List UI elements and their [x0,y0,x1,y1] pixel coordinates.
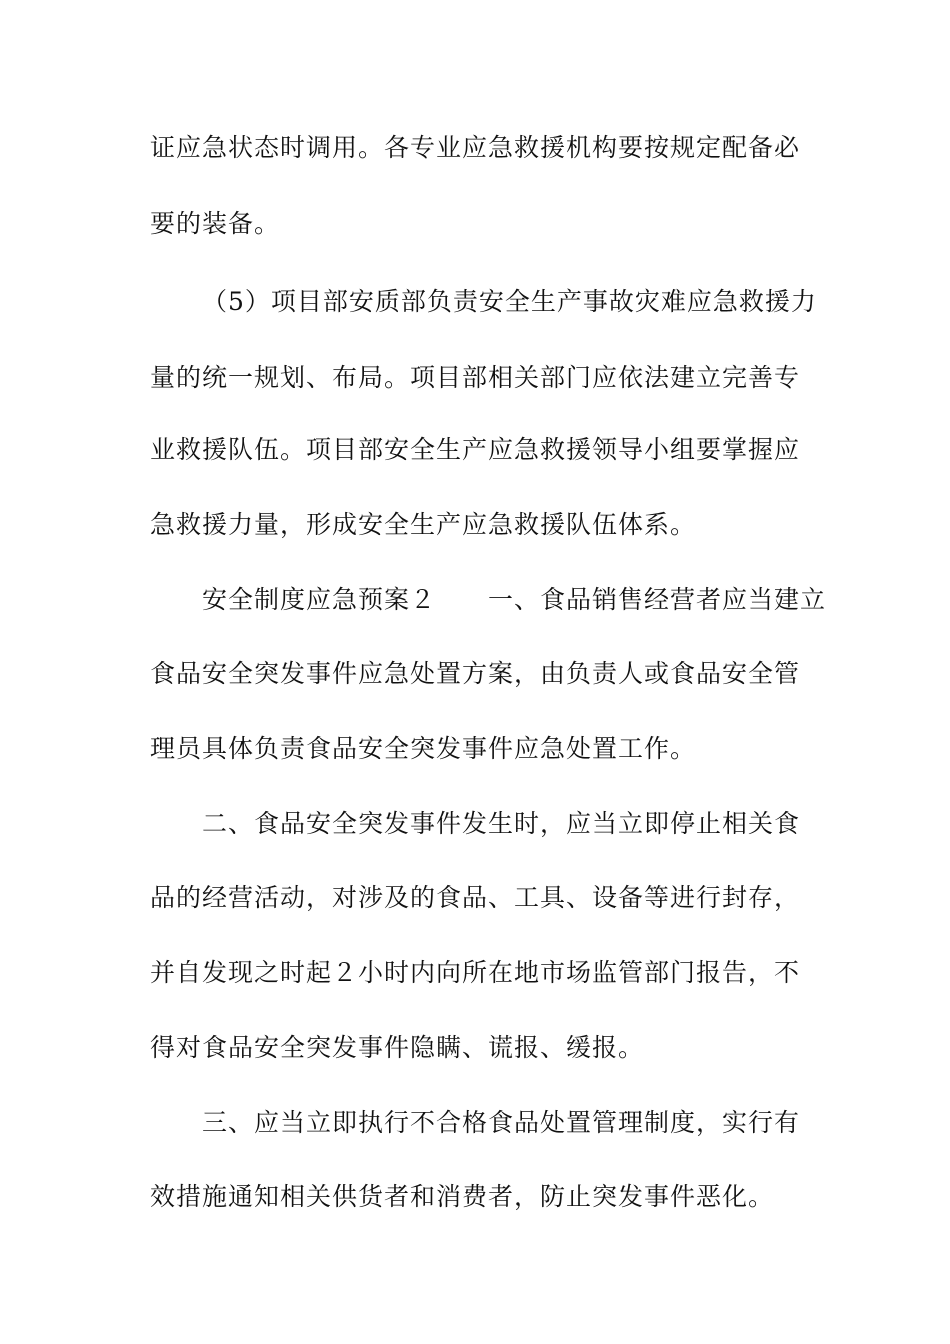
paragraph-line: 安全制度应急预案２ 一、食品销售经营者应当建立 [202,585,827,614]
paragraph-line: （5）项目部安质部负责安全生产事故灾难应急救援力 [202,287,817,316]
paragraph-line: 理员具体负责食品安全突发事件应急处置工作。 [150,734,697,763]
paragraph-line: 效措施通知相关供货者和消费者，防止突发事件恶化。 [150,1182,775,1211]
paragraph-line: 量的统一规划、布局。项目部相关部门应依法建立完善专 [150,363,801,392]
paragraph-line: 业救援队伍。项目部安全生产应急救援领导小组要掌握应 [150,435,801,464]
paragraph-line: 品的经营活动，对涉及的食品、工具、设备等进行封存， [150,883,801,912]
paragraph-line: 三、应当立即执行不合格食品处置管理制度，实行有 [202,1108,801,1137]
paragraph-line: 二、食品安全突发事件发生时，应当立即停止相关食 [202,809,801,838]
paragraph-line: 要的装备。 [150,209,281,238]
paragraph-line: 急救援力量，形成安全生产应急救援队伍体系。 [150,510,697,539]
paragraph-line: 得对食品安全突发事件隐瞒、谎报、缓报。 [150,1033,645,1062]
paragraph-line: 证应急状态时调用。各专业应急救援机构要按规定配备必 [150,133,801,162]
paragraph-line: 并自发现之时起２小时内向所在地市场监管部门报告，不 [150,958,801,987]
paragraph-line: 食品安全突发事件应急处置方案，由负责人或食品安全管 [150,659,801,688]
